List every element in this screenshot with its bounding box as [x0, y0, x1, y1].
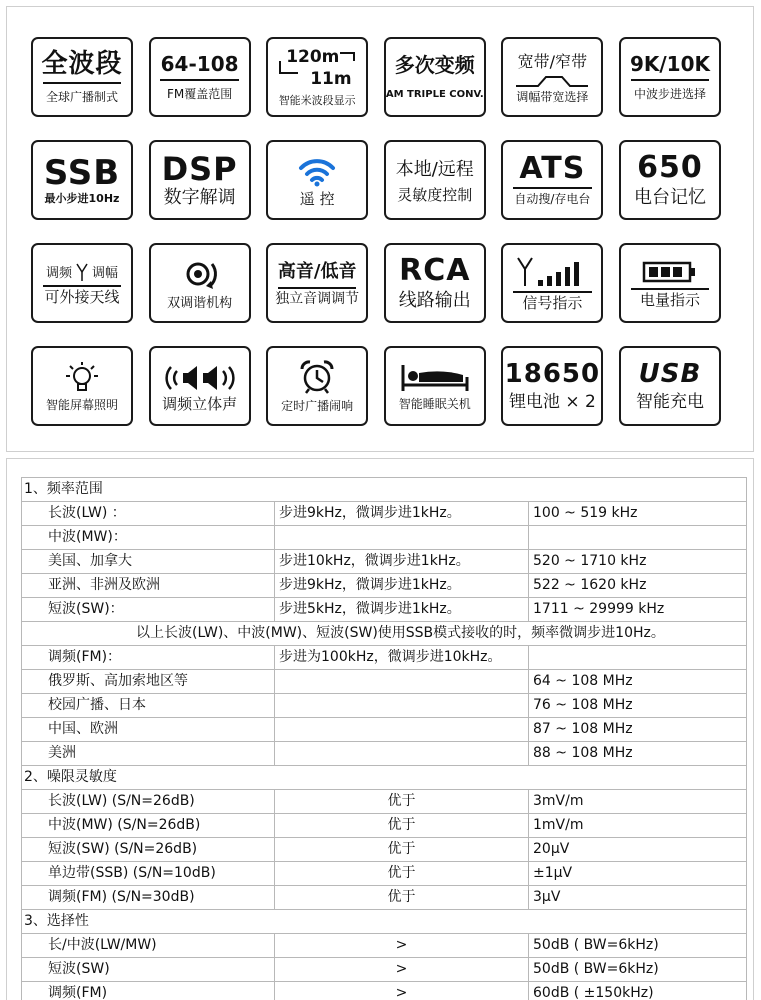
spec-cell-c2 — [275, 526, 529, 550]
feature-sub: 遥 控 — [299, 189, 335, 208]
divider — [513, 187, 591, 189]
feature-sub: 信号指示 — [522, 293, 583, 312]
spec-section-row — [22, 478, 747, 502]
feature-main: 宽带/窄带 — [517, 51, 588, 71]
feature-sub: 智能睡眠关机 — [398, 396, 471, 411]
feature-sub: 智能米波段显示 — [278, 93, 356, 107]
feature-alarm — [266, 346, 368, 426]
feature-bandwidth — [501, 37, 603, 117]
dual-tuning-icon — [180, 256, 220, 292]
spec-cell-c2: 优于 — [275, 814, 529, 838]
wifi-icon — [297, 154, 337, 188]
spec-cell-c1: 中波(MW)： — [22, 526, 275, 550]
feature-fm-range — [149, 37, 251, 117]
feature-sub: 灵敏度控制 — [397, 185, 473, 204]
divider — [631, 288, 709, 290]
spec-cell-c3: 100 ~ 519 kHz — [529, 502, 747, 526]
spec-cell-c1: 短波(SW)： — [22, 598, 275, 622]
feature-main: 18650 — [504, 359, 601, 389]
feature-sleep — [384, 346, 486, 426]
spec-row — [22, 790, 747, 814]
feature-sub: 最小步进10Hz — [44, 191, 120, 205]
feature-main: 高音/低音 — [277, 260, 357, 282]
spec-row — [22, 574, 747, 598]
feature-ats — [501, 140, 603, 220]
feature-main: 650 — [637, 150, 703, 185]
feature-sub: 定时广播闹响 — [281, 398, 354, 413]
spec-cell-c2: 步进9kHz，微调步进1kHz。 — [275, 502, 529, 526]
antenna-icon — [76, 262, 88, 282]
spec-cell-c3: 3μV — [529, 886, 747, 910]
feature-local-dx — [384, 140, 486, 220]
spec-cell-c3: 1mV/m — [529, 814, 747, 838]
spec-row — [22, 958, 747, 982]
spec-cell-c3: 50dB ( BW=6kHz) — [529, 934, 747, 958]
spec-cell-c2 — [275, 694, 529, 718]
spec-cell-c3: 76 ~ 108 MHz — [529, 694, 747, 718]
feature-sub: 锂电池 × 2 — [508, 392, 596, 412]
divider — [43, 82, 121, 84]
spec-cell-c2: 步进5kHz，微调步进1kHz。 — [275, 598, 529, 622]
spec-section-row — [22, 766, 747, 790]
feature-sub: 线路输出 — [398, 290, 471, 311]
feature-memory — [619, 140, 721, 220]
feature-sub: 双调谐机构 — [167, 295, 233, 311]
meter-band-graphic — [274, 47, 360, 91]
feature-step-select — [619, 37, 721, 117]
feature-main: DSP — [161, 150, 238, 188]
spec-cell-c3 — [529, 526, 747, 550]
spec-cell-c1: 调频(FM) (S/N=30dB) — [22, 886, 275, 910]
spec-cell-c1: 调频(FM) — [22, 982, 275, 1000]
spec-row — [22, 598, 747, 622]
spec-cell-c2: 优于 — [275, 790, 529, 814]
feature-main-a: 120m — [286, 46, 340, 67]
feature-meter-band — [266, 37, 368, 117]
feature-panel — [6, 6, 754, 452]
lightbulb-icon — [62, 360, 102, 394]
spec-row — [22, 862, 747, 886]
spec-row — [22, 502, 747, 526]
spec-cell-c2: 优于 — [275, 886, 529, 910]
feature-main: 本地/远程 — [395, 158, 474, 180]
spec-note-row — [22, 622, 747, 646]
spec-row — [22, 982, 747, 1000]
feature-main: 多次变频 — [394, 52, 475, 77]
feature-sub: 调幅带宽选择 — [516, 89, 589, 104]
spec-table-body — [22, 478, 747, 1000]
feature-ssb — [31, 140, 133, 220]
feature-triple-conv — [384, 37, 486, 117]
spec-cell-c3: 520 ~ 1710 kHz — [529, 550, 747, 574]
divider — [631, 79, 709, 81]
feature-tone — [266, 243, 368, 323]
spec-row — [22, 646, 747, 670]
spec-cell-c3: 88 ~ 108 MHz — [529, 742, 747, 766]
feature-signal — [501, 243, 603, 323]
feature-dual-tuning — [149, 243, 251, 323]
spec-cell-c2: 步进为100kHz，微调步进10kHz。 — [275, 646, 529, 670]
feature-grid — [31, 37, 741, 426]
spec-row — [22, 742, 747, 766]
spec-cell-c3: 1711 ~ 29999 kHz — [529, 598, 747, 622]
feature-main: SSB — [43, 152, 121, 193]
feature-battery — [619, 243, 721, 323]
spec-cell-c2: > — [275, 982, 529, 1000]
spec-section-title: 2、噪限灵敏度 — [22, 766, 747, 790]
spec-cell-c1: 中波(MW) (S/N=26dB) — [22, 814, 275, 838]
spec-cell-c1: 调频(FM)： — [22, 646, 275, 670]
antenna-label-group — [46, 262, 118, 282]
spec-cell-c1: 亚洲、非洲及欧洲 — [22, 574, 275, 598]
spec-cell-c2: 优于 — [275, 838, 529, 862]
spec-section-title: 3、选择性 — [22, 910, 747, 934]
alarm-clock-icon — [297, 359, 337, 395]
feature-sub: 中波步进选择 — [633, 87, 706, 101]
spec-row — [22, 814, 747, 838]
spec-cell-c1: 长波(LW) (S/N=26dB) — [22, 790, 275, 814]
spec-note: 以上长波(LW)、中波(MW)、短波(SW)使用SSB模式接收的时，频率微调步进10Hz。 — [22, 622, 747, 646]
feature-main-b: 11m — [310, 68, 352, 89]
feature-sub: 调频立体声 — [162, 394, 238, 413]
stereo-speaker-icon — [161, 361, 239, 395]
feature-sub: 数字解调 — [163, 187, 236, 208]
feature-sub: 智能屏幕照明 — [45, 397, 118, 412]
feature-sub: 电量指示 — [639, 290, 700, 309]
feature-main: 9K/10K — [629, 52, 710, 76]
feature-main: USB — [638, 359, 702, 389]
feature-sub: 电台记忆 — [633, 187, 706, 208]
feature-sub: 独立音调调节 — [275, 290, 360, 307]
spec-table — [21, 477, 747, 1000]
signal-icon — [516, 256, 588, 288]
spec-row — [22, 886, 747, 910]
spec-cell-c2: 优于 — [275, 862, 529, 886]
divider — [43, 285, 121, 287]
feature-sub: AM TRIPLE CONV. — [385, 88, 484, 100]
spec-row — [22, 670, 747, 694]
spec-cell-c2: 步进10kHz，微调步进1kHz。 — [275, 550, 529, 574]
spec-cell-c1: 中国、欧洲 — [22, 718, 275, 742]
feature-sub: FM覆盖范围 — [166, 87, 233, 101]
spec-cell-c3: 64 ~ 108 MHz — [529, 670, 747, 694]
spec-cell-c2 — [275, 718, 529, 742]
spec-cell-c2: > — [275, 934, 529, 958]
feature-full-band — [31, 37, 133, 117]
spec-cell-c3: 60dB ( ±150kHz) — [529, 982, 747, 1000]
spec-row — [22, 694, 747, 718]
spec-row — [22, 838, 747, 862]
spec-row — [22, 934, 747, 958]
spec-row — [22, 550, 747, 574]
feature-dsp — [149, 140, 251, 220]
spec-row — [22, 718, 747, 742]
divider — [278, 287, 356, 289]
feature-sub: 可外接天线 — [44, 287, 120, 306]
feature-stereo — [149, 346, 251, 426]
bed-icon — [397, 361, 473, 393]
divider — [513, 291, 591, 293]
divider — [160, 79, 238, 81]
feature-main: 全波段 — [41, 49, 123, 79]
spec-cell-c3: 50dB ( BW=6kHz) — [529, 958, 747, 982]
battery-icon — [642, 259, 698, 285]
feature-backlight — [31, 346, 133, 426]
spec-cell-c2: > — [275, 958, 529, 982]
spec-section-row — [22, 910, 747, 934]
spec-cell-c1: 俄罗斯、高加索地区等 — [22, 670, 275, 694]
feature-main-b: 调幅 — [92, 266, 119, 281]
feature-sub: 全球广播制式 — [45, 90, 118, 104]
spec-section-title: 1、频率范围 — [22, 478, 747, 502]
spec-cell-c1: 美国、加拿大 — [22, 550, 275, 574]
spec-cell-c1: 长/中波(LW/MW) — [22, 934, 275, 958]
spec-cell-c2 — [275, 742, 529, 766]
feature-main: RCA — [399, 253, 471, 288]
spec-cell-c3: 522 ~ 1620 kHz — [529, 574, 747, 598]
feature-sub: 自动搜/存电台 — [514, 192, 591, 206]
spec-cell-c3: 87 ~ 108 MHz — [529, 718, 747, 742]
spec-panel — [6, 458, 754, 1000]
spec-cell-c3: 3mV/m — [529, 790, 747, 814]
feature-remote — [266, 140, 368, 220]
spec-cell-c3: 20μV — [529, 838, 747, 862]
feature-usb — [619, 346, 721, 426]
spec-cell-c1: 长波(LW) ： — [22, 502, 275, 526]
feature-rca — [384, 243, 486, 323]
feature-battery-18650 — [501, 346, 603, 426]
spec-row — [22, 526, 747, 550]
spec-cell-c3 — [529, 646, 747, 670]
bandwidth-icon — [512, 74, 592, 88]
spec-cell-c1: 单边带(SSB) (S/N=10dB) — [22, 862, 275, 886]
spec-cell-c1: 校园广播、日本 — [22, 694, 275, 718]
spec-cell-c2 — [275, 670, 529, 694]
feature-main: ATS — [519, 151, 586, 186]
spec-cell-c1: 短波(SW) (S/N=26dB) — [22, 838, 275, 862]
spec-cell-c3: ±1μV — [529, 862, 747, 886]
feature-ext-antenna — [31, 243, 133, 323]
feature-sub: 智能充电 — [635, 392, 704, 412]
feature-main: 64-108 — [160, 52, 239, 76]
spec-cell-c1: 美洲 — [22, 742, 275, 766]
spec-cell-c2: 步进9kHz，微调步进1kHz。 — [275, 574, 529, 598]
spec-cell-c1: 短波(SW) — [22, 958, 275, 982]
feature-main-a: 调频 — [45, 266, 72, 281]
